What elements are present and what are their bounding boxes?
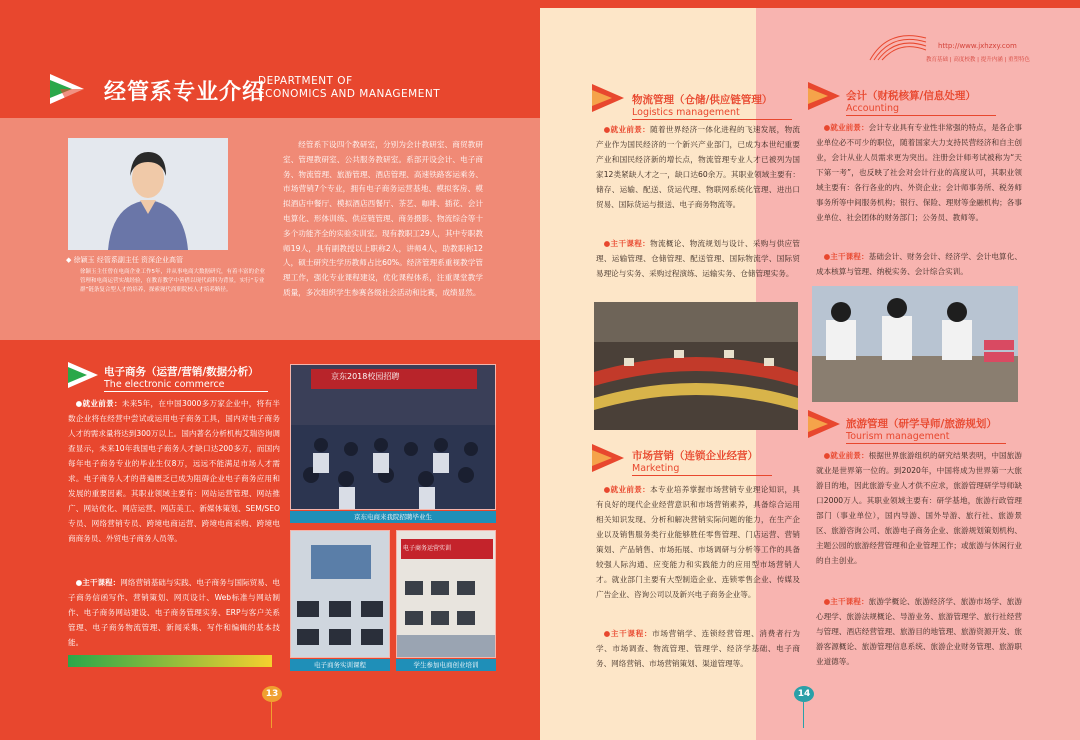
top-strip [540,0,1080,8]
marketing-title-en: Marketing [632,463,680,474]
tourism-title-en: Tourism management [846,431,950,442]
tourism-prospect [816,448,1022,568]
ecommerce-courses [68,575,280,650]
marketing-prospect-label: ●就业前景： [603,485,651,494]
accounting-title: 会计（财税核算/信息处理） [846,90,976,102]
startup-banner-text: 电子商务运营实训 [403,545,452,552]
ecommerce-title: 电子商务（运营/营销/数据分析） [104,366,259,378]
marketing-courses [596,626,800,671]
computer-lab-image [291,531,390,658]
page-title-english [258,75,440,101]
tourism-heading [846,416,1006,444]
tourism-prospect-text: 根据世界旅游组织的研究结果表明，中国旅游就业是世界第一位的。到2020年，中国将成为世界第一大旅游目的地，因此旅游专业人才供不应求，旅游管理研学导师缺口2000万人。其职业领域主要有：研学基地，旅游行政管理部门（事业单位），国内导游、国外导游、旅行社、旅游景区、旅游咨询公司、旅游电子商务企业、旅游规划策划机构、主题公园的旅游经营管理和企业管理工作；或旅游与休闲行业的自主创业。 [816,451,1022,565]
logistics-heading [632,92,792,120]
accounting-underline [846,115,996,116]
tourism-section-icon [808,410,840,438]
logistics-courses [596,236,800,281]
ecommerce-courses-label: ●主干课程： [75,578,121,587]
startup-training-photo [396,530,496,658]
logistics-underline [632,119,792,120]
page-number-right: 14 [794,686,814,702]
logistics-warehouse-photo [594,302,798,430]
marketing-prospect-text: 本专业培养掌握市场营销专业理论知识，具有良好的现代企业经营意识和市场营销素养，具备综合运用相关知识发现、分析和解决营销实际问题的能力，在生产企业以及销售服务类行业能够胜任零售管理、门店运营、营销策划、产品销售、市场拓展、市场调研与分析等工作的具备较强人际沟通、应变能力和实践能力的应用型市场营销人才。就业部门主要有大型制造企业、连锁零售企业、传媒及广告企业、咨询公司以及新兴电子商务企业等。 [596,485,800,599]
warehouse-conveyor-image [594,302,798,430]
marketing-underline [632,475,772,476]
ecommerce-courses-text: 网络营销基础与实践、电子商务与国际贸易、电子商务信函写作、营销策划、网页设计、Web标准与网站制作、电子商务网站建设、电子商务管理实务、ERP与客户关系管理、电子商务物流管理、新闻采集、写作和编辑的基本技能。 [68,578,280,647]
logistics-title: 物流管理（仓储/供应链管理） [632,94,773,106]
training-photo-caption: 电子商务实训课程 [290,659,390,671]
accounting-prospect-text: 会计专业具有专业性非常强的特点，是各企事业单位必不可少的职位，随着国家大力支持民营经济和自主创业，会计从业人员需求更为突出。注册会计师考试被称为“天下第一考”，也反映了社会对会计行业的高度认可，其职业领域主要有：各行各业的内、外资企业；会计师事务所、税务师事务所等中间服务机构；银行、保险、理财等金融机构；各事业单位、社会团体的财务部门；公务员、教师等。 [816,123,1022,222]
accounting-prospect-label: ●就业前景： [823,123,869,132]
jd-photo-caption: 京东电商来我院招聘毕业生 [290,511,496,523]
tourism-courses [816,594,1022,669]
accounting-training-photo [812,286,1018,402]
accounting-courses [816,249,1022,279]
accounting-courses-text: 基础会计、财务会计、经济学、会计电算化、成本核算与管理、纳税实务、会计综合实训。 [816,252,1022,276]
star-icon: ◆ [66,256,74,264]
tourism-underline [846,443,1006,444]
ecommerce-title-en: The electronic commerce [104,379,225,390]
logistics-courses-label: ●主干课程： [603,239,651,248]
title-en-line2: ECONOMICS AND MANAGEMENT [258,88,441,100]
director-photo [68,138,228,250]
director-name-text: 徐颖玉 经管系副主任 资深企业高管 [73,256,184,264]
startup-photo-caption: 学生参加电商创业培训 [396,659,496,671]
website-url[interactable]: http://www.jxhzxy.com [938,42,1017,50]
title-en-line1: DEPARTMENT OF [258,75,353,87]
ecommerce-underline [104,391,268,392]
accounting-class-image [812,286,1018,402]
tourism-courses-text: 旅游学概论、旅游经济学、旅游市场学、旅游心理学、旅游法规概论、导游业务、旅游管理学、旅行社经营与管理、酒店经营管理、旅游目的地管理、旅游资源开发、旅游客源概论、旅游管理信息系统、旅游企业财务管理、旅游职业道德等。 [816,597,1022,666]
director-bio: 徐颖玉主任曾在电商企业工作5年，并从事电商大数据研究，有着丰富的企业管理和电商运营实战经验，在教育教学中善借以现代商科为背景，实行“专业群”链条复合型人才的培养，探索现代商职院校人才培养路径。 [80,269,266,293]
marketing-section-icon [592,444,624,472]
accounting-section-icon [808,82,840,110]
marketing-courses-text: 市场营销学、连锁经营管理、消费者行为学、市场调查、物流管理、管理学、经济学基础、电子商务、网络营销、市场营销策划、渠道管理等。 [596,629,800,668]
accounting-heading [846,88,996,116]
tourism-courses-label: ●主干课程： [823,597,869,606]
tourism-prospect-label: ●就业前景： [823,451,869,460]
marketing-courses-label: ●主干课程： [603,629,653,638]
portrait-image [68,138,228,250]
ecommerce-prospect-label: ●就业前景： [75,399,122,408]
ecommerce-prospect [68,396,280,546]
page-number-left: 13 [262,686,282,702]
jd-recruitment-photo [290,364,496,510]
accounting-courses-label: ●主干课程： [823,252,869,261]
logistics-prospect [596,122,800,212]
marketing-title: 市场营销（连锁企业经营） [632,450,758,462]
lecture-hall-image [291,365,496,510]
slogan: 教育基础 | 高度校教 | 提升内涵 | 重塑特色 [926,57,1031,63]
ecommerce-prospect-text: 未来5年，在中国3000多万家企业中，将有半数企业将在经营中尝试或运用电子商务工具，国内对电子商务人才的需求量将达到300万以上。国内著名分析机构艾瑞咨询调查显示，未来10年我国电子商务人才缺口达200多万，而国内每年电子商务专业的毕业生仅8万，远远不能满足市场人才需求。电子商务人才的普遍匮乏已成为阻碍企业电子商务应用和发展的重要因素。其职业领域主要有：网站运营管理、网站推广、网站优化、网店运营、网店美工、新媒体策划、SEM/SEO专员、网络营销专员、跨境电商运营、跨境电商采购、跨境电商商务员、外贸电子商务人员等。 [68,399,280,543]
accounting-prospect [816,120,1022,225]
director-name-title [66,255,266,265]
department-intro: 经管系下设四个教研室，分别为会计教研室、商贸教研室、管理教研室、公共服务教研室。系部开设会计、电子商务、物流管理、旅游管理、酒店管理、高速铁路客运乘务、市场营销7个专业，拥有电子商务运营基地、模拟客房、模拟酒店中餐厅、模拟酒店西餐厅、茶艺、咖啡、插花、会计电算化、形体训练、供应链管理、商务摄影、物流综合等十多个功能齐全的实验实训室。现有教职工29人，其中专职教师19人，具有副教授以上职称2人，讲师4人，助教职称12人，硕士研究生学历教师占比60%。经济管理系重视教学管理工作，强化专业课程建设，优化课程体系，注重课堂教学质量，多次组织学生参赛各级社会活动和比赛，成绩显然。 [283,140,483,297]
accounting-title-en: Accounting [846,103,900,114]
marketing-prospect [596,482,800,602]
ecommerce-training-photo [290,530,390,658]
decorative-gradient-bar [68,655,272,667]
department-logo-icon [50,74,84,104]
page-number-stem-left [271,702,272,728]
college-logo-icon [868,24,928,64]
page-title: 经管系专业介绍 [104,79,266,105]
marketing-heading [632,448,772,476]
logistics-title-en: Logistics management [632,107,740,118]
ecommerce-section-icon [68,362,98,388]
logistics-courses-text: 物流概论、物流规划与设计、采购与供应管理、运输管理、仓储管理、配送管理、国际物流学、国际贸易理论与实务、采购过程演练、运输实务、仓储管理实务。 [596,239,800,278]
ecommerce-heading [104,364,268,392]
jd-banner-text: 京东2018校园招聘 [331,372,400,381]
page-number-stem-right [803,702,804,728]
tourism-title: 旅游管理（研学导师/旅游规划） [846,418,997,430]
logistics-prospect-text: 随着世界经济一体化进程的飞速发展，物流产业作为国民经济的一个新兴产业部门，已成为本世纪重要产业和国民经济新的增长点，物流管理专业人才已被列为国家12类紧缺人才之一，缺口达60余万。其职业领域主要有：储存、运输、配送、货运代理、物联网系统化管理、进出口贸易、国际货运与报送、电子商务物流等。 [596,125,800,209]
logistics-prospect-label: ●就业前景： [603,125,651,134]
logistics-section-icon [592,84,624,112]
